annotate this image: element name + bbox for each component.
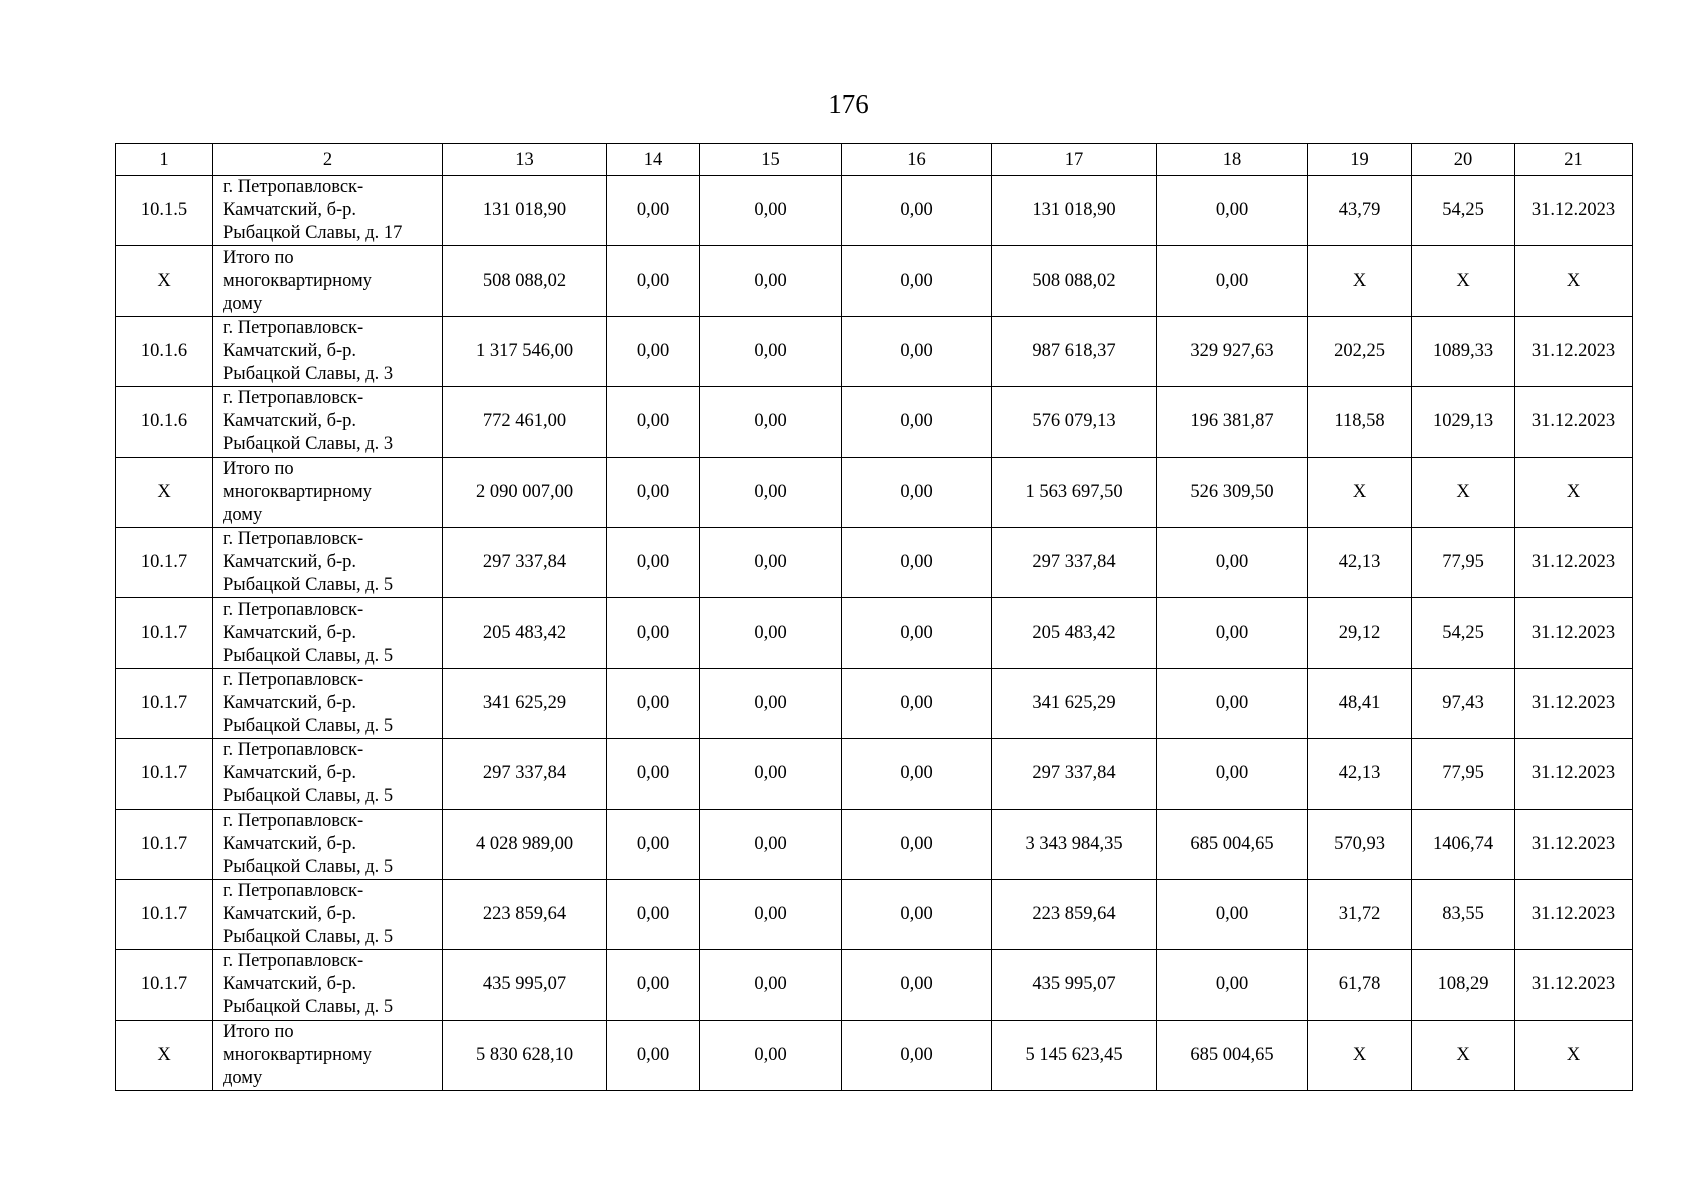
cell-col-19: 118,58 [1308, 387, 1412, 457]
column-header: 16 [842, 144, 992, 176]
table-body [116, 176, 1633, 1091]
cell-col-14: 0,00 [607, 316, 700, 386]
cell-col-15: 0,00 [700, 739, 842, 809]
cell-col-18: 0,00 [1157, 950, 1308, 1020]
column-header: 14 [607, 144, 700, 176]
cell-col-17: 297 337,84 [992, 527, 1157, 597]
address-line: Рыбацкой Славы, д. 17 [223, 223, 403, 244]
cell-col-19: Х [1308, 457, 1412, 527]
cell-col-18: 685 004,65 [1157, 809, 1308, 879]
cell-col-20: Х [1412, 457, 1515, 527]
address-line: Камчатский, б-р. [223, 833, 357, 854]
address-line: дому [223, 1067, 263, 1088]
cell-col-14: 0,00 [607, 739, 700, 809]
cell-address [213, 809, 443, 879]
cell-col-16: 0,00 [842, 246, 992, 316]
cell-col-13: 772 461,00 [443, 387, 607, 457]
cell-address [213, 316, 443, 386]
table-row [116, 387, 1633, 457]
cell-col-1: 10.1.7 [116, 809, 213, 879]
cell-col-20: 1406,74 [1412, 809, 1515, 879]
cell-address [213, 739, 443, 809]
cell-col-14: 0,00 [607, 246, 700, 316]
data-table [115, 143, 1633, 1091]
cell-col-20: 1089,33 [1412, 316, 1515, 386]
address-line: Рыбацкой Славы, д. 3 [223, 363, 394, 384]
cell-col-16: 0,00 [842, 457, 992, 527]
address-line: г. Петропавловск- [223, 669, 364, 690]
address-line: Рыбацкой Славы, д. 5 [223, 715, 394, 736]
column-header: 1 [116, 144, 213, 176]
cell-col-15: 0,00 [700, 598, 842, 668]
cell-col-16: 0,00 [842, 1020, 992, 1090]
address-line: Рыбацкой Славы, д. 5 [223, 575, 394, 596]
address-line: Рыбацкой Славы, д. 5 [223, 786, 394, 807]
cell-col-21: 31.12.2023 [1515, 527, 1633, 597]
cell-col-18: 196 381,87 [1157, 387, 1308, 457]
cell-col-21: Х [1515, 1020, 1633, 1090]
cell-col-19: Х [1308, 1020, 1412, 1090]
cell-col-20: 77,95 [1412, 527, 1515, 597]
cell-col-21: 31.12.2023 [1515, 387, 1633, 457]
column-header: 20 [1412, 144, 1515, 176]
cell-address [213, 246, 443, 316]
cell-col-17: 297 337,84 [992, 739, 1157, 809]
cell-col-20: 83,55 [1412, 879, 1515, 949]
cell-col-15: 0,00 [700, 246, 842, 316]
cell-col-18: 685 004,65 [1157, 1020, 1308, 1090]
cell-col-16: 0,00 [842, 879, 992, 949]
cell-col-13: 341 625,29 [443, 668, 607, 738]
cell-col-18: 0,00 [1157, 598, 1308, 668]
address-line: Итого по [223, 1021, 294, 1042]
cell-col-14: 0,00 [607, 387, 700, 457]
column-header: 15 [700, 144, 842, 176]
cell-col-20: 54,25 [1412, 598, 1515, 668]
cell-address [213, 527, 443, 597]
cell-col-17: 341 625,29 [992, 668, 1157, 738]
cell-col-18: 0,00 [1157, 176, 1308, 246]
cell-col-1: 10.1.7 [116, 879, 213, 949]
cell-col-14: 0,00 [607, 1020, 700, 1090]
cell-col-1: 10.1.7 [116, 739, 213, 809]
cell-col-1: 10.1.5 [116, 176, 213, 246]
cell-col-16: 0,00 [842, 598, 992, 668]
address-line: г. Петропавловск- [223, 388, 364, 409]
column-header-row [116, 144, 1633, 176]
cell-col-16: 0,00 [842, 316, 992, 386]
address-line: Камчатский, б-р. [223, 411, 357, 432]
cell-col-13: 435 995,07 [443, 950, 607, 1020]
cell-col-17: 3 343 984,35 [992, 809, 1157, 879]
cell-col-21: Х [1515, 246, 1633, 316]
cell-col-15: 0,00 [700, 387, 842, 457]
cell-col-18: 0,00 [1157, 879, 1308, 949]
table-row [116, 1020, 1633, 1090]
cell-col-21: 31.12.2023 [1515, 950, 1633, 1020]
cell-col-19: 202,25 [1308, 316, 1412, 386]
cell-col-13: 1 317 546,00 [443, 316, 607, 386]
table-row [116, 457, 1633, 527]
column-header: 18 [1157, 144, 1308, 176]
cell-col-14: 0,00 [607, 527, 700, 597]
address-line: Камчатский, б-р. [223, 200, 357, 221]
cell-col-13: 2 090 007,00 [443, 457, 607, 527]
cell-col-19: 29,12 [1308, 598, 1412, 668]
cell-col-16: 0,00 [842, 668, 992, 738]
cell-col-1: 10.1.7 [116, 598, 213, 668]
cell-col-16: 0,00 [842, 809, 992, 879]
cell-col-1: Х [116, 246, 213, 316]
cell-col-20: Х [1412, 246, 1515, 316]
address-line: Рыбацкой Славы, д. 5 [223, 997, 394, 1018]
cell-col-15: 0,00 [700, 668, 842, 738]
address-line: Итого по [223, 458, 294, 479]
cell-col-19: 43,79 [1308, 176, 1412, 246]
cell-col-17: 5 145 623,45 [992, 1020, 1157, 1090]
cell-address [213, 387, 443, 457]
table-row [116, 176, 1633, 246]
cell-col-20: 54,25 [1412, 176, 1515, 246]
address-line: г. Петропавловск- [223, 529, 364, 550]
cell-col-16: 0,00 [842, 176, 992, 246]
cell-col-17: 223 859,64 [992, 879, 1157, 949]
address-line: Рыбацкой Славы, д. 5 [223, 645, 394, 666]
cell-col-17: 131 018,90 [992, 176, 1157, 246]
table-row [116, 809, 1633, 879]
table-row [116, 316, 1633, 386]
address-line: Рыбацкой Славы, д. 3 [223, 434, 394, 455]
cell-address [213, 1020, 443, 1090]
address-line: Камчатский, б-р. [223, 622, 357, 643]
cell-col-14: 0,00 [607, 668, 700, 738]
column-header: 13 [443, 144, 607, 176]
cell-col-17: 576 079,13 [992, 387, 1157, 457]
column-header: 21 [1515, 144, 1633, 176]
cell-col-1: Х [116, 1020, 213, 1090]
cell-col-14: 0,00 [607, 879, 700, 949]
table-row [116, 879, 1633, 949]
address-line: Камчатский, б-р. [223, 763, 357, 784]
cell-col-16: 0,00 [842, 387, 992, 457]
address-line: г. Петропавловск- [223, 317, 364, 338]
address-line: Камчатский, б-р. [223, 904, 357, 925]
address-line: многоквартирному [223, 270, 372, 291]
cell-col-18: 526 309,50 [1157, 457, 1308, 527]
cell-address [213, 176, 443, 246]
address-line: г. Петропавловск- [223, 740, 364, 761]
address-line: Рыбацкой Славы, д. 5 [223, 927, 394, 948]
column-header: 17 [992, 144, 1157, 176]
cell-col-20: 1029,13 [1412, 387, 1515, 457]
cell-address [213, 668, 443, 738]
cell-col-18: 0,00 [1157, 527, 1308, 597]
cell-col-15: 0,00 [700, 527, 842, 597]
cell-col-21: Х [1515, 457, 1633, 527]
cell-col-15: 0,00 [700, 316, 842, 386]
cell-col-20: 108,29 [1412, 950, 1515, 1020]
cell-col-1: 10.1.7 [116, 527, 213, 597]
cell-col-21: 31.12.2023 [1515, 879, 1633, 949]
cell-address [213, 879, 443, 949]
address-line: г. Петропавловск- [223, 810, 364, 831]
address-line: г. Петропавловск- [223, 881, 364, 902]
cell-col-15: 0,00 [700, 1020, 842, 1090]
cell-col-1: Х [116, 457, 213, 527]
cell-col-1: 10.1.7 [116, 950, 213, 1020]
cell-col-18: 0,00 [1157, 668, 1308, 738]
address-line: многоквартирному [223, 1044, 372, 1065]
page-number: 176 [828, 89, 869, 119]
cell-address [213, 457, 443, 527]
cell-col-1: 10.1.6 [116, 387, 213, 457]
address-line: Рыбацкой Славы, д. 5 [223, 856, 394, 877]
cell-col-19: 61,78 [1308, 950, 1412, 1020]
cell-col-14: 0,00 [607, 176, 700, 246]
cell-col-14: 0,00 [607, 950, 700, 1020]
table-row [116, 246, 1633, 316]
cell-col-1: 10.1.6 [116, 316, 213, 386]
address-line: дому [223, 504, 263, 525]
address-line: дому [223, 293, 263, 314]
address-line: Камчатский, б-р. [223, 974, 357, 995]
table-row [116, 527, 1633, 597]
table-row [116, 668, 1633, 738]
cell-col-21: 31.12.2023 [1515, 668, 1633, 738]
cell-col-19: 31,72 [1308, 879, 1412, 949]
cell-col-13: 297 337,84 [443, 527, 607, 597]
cell-col-15: 0,00 [700, 176, 842, 246]
cell-col-17: 508 088,02 [992, 246, 1157, 316]
cell-col-20: Х [1412, 1020, 1515, 1090]
cell-col-17: 1 563 697,50 [992, 457, 1157, 527]
cell-col-15: 0,00 [700, 809, 842, 879]
cell-col-19: 570,93 [1308, 809, 1412, 879]
address-line: Итого по [223, 247, 294, 268]
cell-col-19: 42,13 [1308, 527, 1412, 597]
cell-col-13: 5 830 628,10 [443, 1020, 607, 1090]
address-line: многоквартирному [223, 481, 372, 502]
cell-col-19: 42,13 [1308, 739, 1412, 809]
cell-col-15: 0,00 [700, 879, 842, 949]
address-line: Камчатский, б-р. [223, 340, 357, 361]
cell-col-14: 0,00 [607, 598, 700, 668]
cell-col-13: 223 859,64 [443, 879, 607, 949]
cell-col-21: 31.12.2023 [1515, 316, 1633, 386]
cell-col-18: 0,00 [1157, 739, 1308, 809]
cell-col-13: 131 018,90 [443, 176, 607, 246]
address-line: г. Петропавловск- [223, 951, 364, 972]
cell-col-18: 0,00 [1157, 246, 1308, 316]
cell-col-14: 0,00 [607, 809, 700, 879]
cell-col-1: 10.1.7 [116, 668, 213, 738]
address-line: Камчатский, б-р. [223, 692, 357, 713]
cell-col-16: 0,00 [842, 739, 992, 809]
cell-col-16: 0,00 [842, 950, 992, 1020]
cell-col-15: 0,00 [700, 457, 842, 527]
cell-col-21: 31.12.2023 [1515, 739, 1633, 809]
cell-col-21: 31.12.2023 [1515, 598, 1633, 668]
cell-col-17: 435 995,07 [992, 950, 1157, 1020]
cell-col-18: 329 927,63 [1157, 316, 1308, 386]
cell-col-20: 77,95 [1412, 739, 1515, 809]
table-row [116, 739, 1633, 809]
table-row [116, 598, 1633, 668]
cell-col-15: 0,00 [700, 950, 842, 1020]
cell-col-21: 31.12.2023 [1515, 176, 1633, 246]
cell-col-19: Х [1308, 246, 1412, 316]
cell-col-13: 297 337,84 [443, 739, 607, 809]
cell-col-13: 4 028 989,00 [443, 809, 607, 879]
cell-address [213, 598, 443, 668]
address-line: Камчатский, б-р. [223, 552, 357, 573]
cell-col-17: 987 618,37 [992, 316, 1157, 386]
cell-address [213, 950, 443, 1020]
cell-col-19: 48,41 [1308, 668, 1412, 738]
cell-col-21: 31.12.2023 [1515, 809, 1633, 879]
address-line: г. Петропавловск- [223, 177, 364, 198]
cell-col-16: 0,00 [842, 527, 992, 597]
column-header: 19 [1308, 144, 1412, 176]
cell-col-14: 0,00 [607, 457, 700, 527]
cell-col-13: 205 483,42 [443, 598, 607, 668]
cell-col-13: 508 088,02 [443, 246, 607, 316]
cell-col-17: 205 483,42 [992, 598, 1157, 668]
column-header: 2 [213, 144, 443, 176]
cell-col-20: 97,43 [1412, 668, 1515, 738]
table-row [116, 950, 1633, 1020]
address-line: г. Петропавловск- [223, 599, 364, 620]
